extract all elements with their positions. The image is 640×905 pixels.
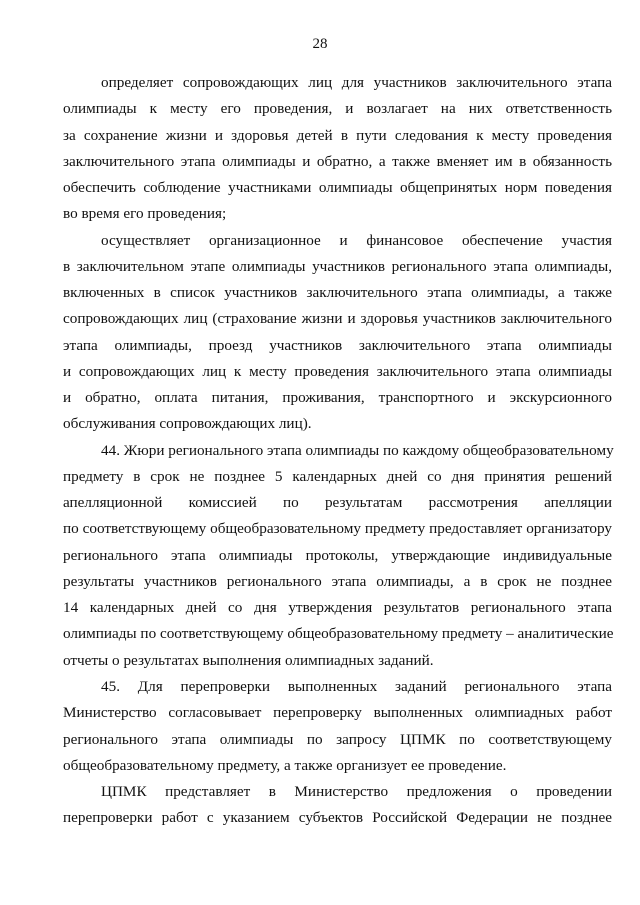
text-line: 44. Жюри регионального этапа олимпиады по каждому общеобразовательному [101,442,614,459]
text-line: обслуживания сопровождающих лиц). [63,415,312,432]
text-line: олимпиады по соответствующему общеобразовательному предмету – аналитические [63,625,614,642]
text-line: в заключительном этапе олимпиады участников регионального этапа олимпиады, [63,258,612,275]
text-line: отчеты о результатах выполнения олимпиадных заданий. [63,652,434,669]
text-line: определяет сопровождающих лиц для участников заключительного этапа [101,74,612,91]
text-line: сопровождающих лиц (страхование жизни и здоровья участников заключительного [63,310,612,327]
text-line: включенных в список участников заключительного этапа олимпиады, а также [63,284,612,301]
text-line: осуществляет организационное и финансовое обеспечение участия [101,232,612,249]
text-line: предмету в срок не позднее 5 календарных дней со дня принятия решений [63,468,612,485]
text-line: ЦПМК представляет в Министерство предложения о проведении [101,783,612,800]
text-line: регионального этапа олимпиады протоколы, утверждающие индивидуальные [63,547,612,564]
text-line: олимпиады к месту его проведения, и возлагает на них ответственность [63,100,612,117]
text-line: по соответствующему общеобразовательному предмету предоставляет организатору [63,520,612,537]
text-line: апелляционной комиссией по результатам рассмотрения апелляции [63,494,612,511]
text-line: и обратно, оплата питания, проживания, транспортного и экскурсионного [63,389,612,406]
page-number: 28 [312,36,328,52]
text-line: общеобразовательному предмету, а также организует ее проведение. [63,757,507,774]
text-line: Министерство согласовывает перепроверку выполненных олимпиадных работ [63,704,612,721]
text-line: этапа олимпиады, проезд участников заключительного этапа олимпиады [63,337,612,354]
text-line: результаты участников регионального этапа олимпиады, а в срок не позднее [63,573,612,590]
text-line: во время его проведения; [63,205,227,222]
text-line: 14 календарных дней со дня утверждения результатов регионального этапа [63,599,612,616]
text-line: заключительного этапа олимпиады и обратно, а также вменяет им в обязанность [63,153,612,170]
text-line: обеспечить соблюдение участниками олимпиады общепринятых норм поведения [63,179,612,196]
text-line: за сохранение жизни и здоровья детей в пути следования к месту проведения [63,127,612,144]
text-line: регионального этапа олимпиады по запросу ЦПМК по соответствующему [63,731,612,748]
text-line: перепроверки работ с указанием субъектов Российской Федерации не позднее [63,809,612,826]
text-line: и сопровождающих лиц к месту проведения заключительного этапа олимпиады [63,363,612,380]
text-line: 45. Для перепроверки выполненных заданий регионального этапа [101,678,612,695]
